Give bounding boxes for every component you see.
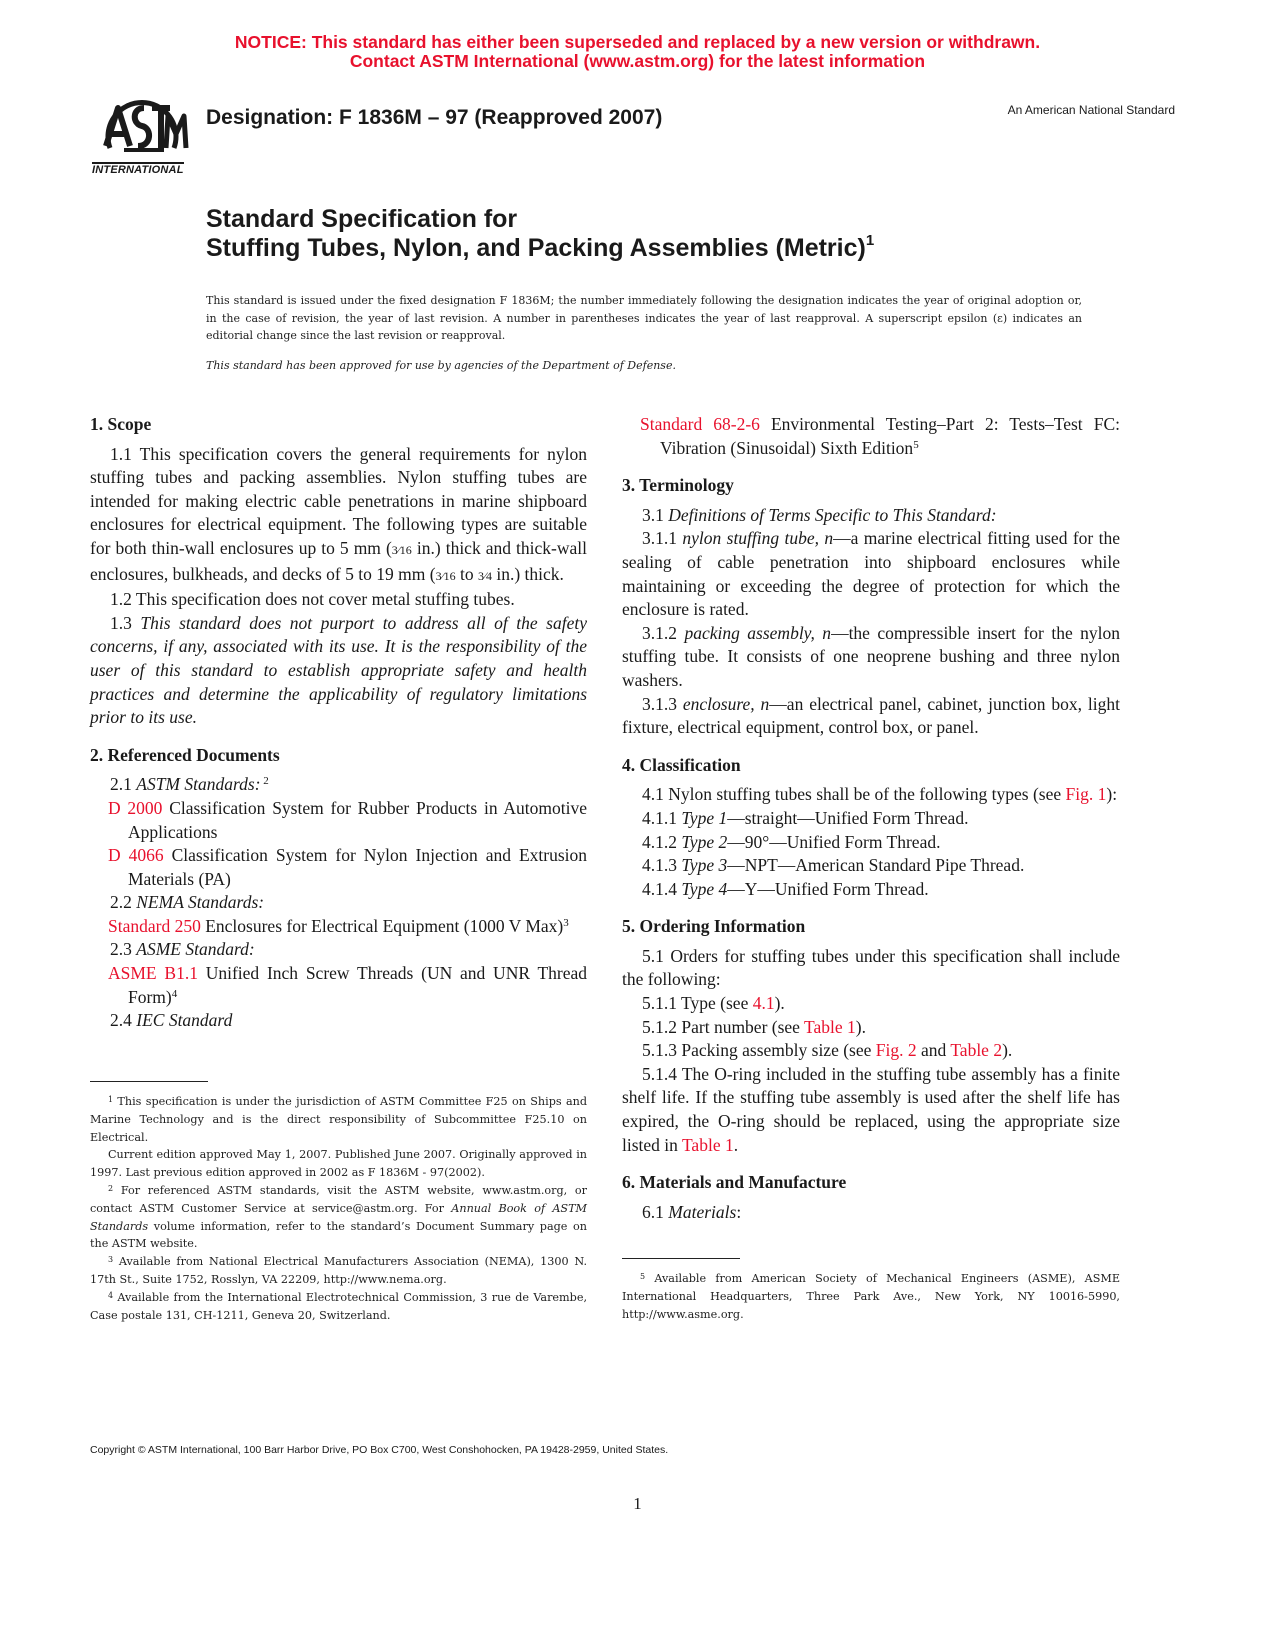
footnotes-right [622, 1270, 1120, 1323]
para-4-1-4 [622, 878, 1120, 902]
link-fig-1[interactable]: Fig. 1 [1065, 784, 1107, 805]
para-3-1-label: Definitions of Terms Specific to This Standard: [668, 504, 997, 525]
para-end: ). [855, 1016, 866, 1037]
section-3-heading: 3. Terminology [622, 475, 734, 496]
para-1-3-text: This standard does not purport to address all of the safety concerns, if any, associated with its use. It is the responsibility of the user of this standard to establish appropriate safety and health practices and determine the applicability of regulatory limitations prior to its use. [90, 612, 588, 728]
para-1-3 [90, 612, 587, 730]
footnote-1 [90, 1093, 587, 1146]
para-conjunction: and [916, 1040, 951, 1061]
ref-iec-68-2-6 [622, 413, 1120, 460]
para-4-1-3 [622, 854, 1120, 878]
part-of-speech: , n [810, 622, 832, 643]
para-5-1: 5.1 Orders for stuffing tubes under this specification shall include the following: [622, 945, 1120, 990]
type-description: —NPT—American Standard Pipe Thread. [727, 855, 1025, 876]
footnotes-left [90, 1093, 587, 1324]
para-2-4 [90, 1009, 587, 1033]
ref-d2000-text: Classification System for Rubber Products in Automotive Applications [128, 797, 587, 842]
para-2-3 [90, 938, 587, 962]
para-end: . [733, 1134, 739, 1155]
title-main: Stuffing Tubes, Nylon, and Packing Assemblies (Metric) [206, 234, 866, 262]
link-table-2[interactable]: Table 2 [950, 1040, 1003, 1061]
footnote-3 [90, 1253, 587, 1289]
copyright: Copyright © ASTM International, 100 Barr Harbor Drive, PO Box C700, West Conshohocken, PA 19428-2959, United States. [90, 1444, 669, 1456]
notice-line-2: Contact ASTM International (www.astm.org) for the latest information [349, 51, 926, 71]
para-1-2: 1.2 This specification does not cover metal stuffing tubes. [110, 589, 515, 610]
footnote-5-text: Available from American Society of Mechanical Engineers (ASME), ASME International Headquarters, Three Park Ave., New York, NY 10016-5990, http://www.asme.org. [622, 1272, 1120, 1321]
para-4-1-1 [622, 807, 1120, 831]
type-description: —straight—Unified Form Thread. [727, 807, 969, 828]
fraction: 3⁄4 [477, 568, 492, 583]
para-6-1-label: Materials [668, 1201, 737, 1222]
link-table-1[interactable]: Table 1 [681, 1134, 734, 1155]
footnote-rule-left [90, 1081, 208, 1082]
link-standard-250[interactable]: Standard 250 [108, 915, 201, 936]
para-end: ). [1002, 1040, 1013, 1061]
para-number: 4.1.1 [642, 807, 682, 828]
para-number: 4.1.2 [642, 831, 682, 852]
para-5-1-2-text: 5.1.2 Part number (see [642, 1016, 805, 1037]
para-2-4-number: 2.4 [110, 1010, 137, 1031]
logo-international-text: INTERNATIONAL [92, 164, 184, 176]
link-iec-68-2-6[interactable]: Standard 68-2-6 [640, 414, 760, 434]
para-5-1-3 [622, 1039, 1120, 1063]
type-label: Type 2 [681, 831, 728, 852]
footnote-ref: 4 [171, 987, 178, 1000]
issue-statement: This standard is issued under the fixed designation F 1836M; the number immediately following the designation indicates the year of original adoption or, in the case of revision, the year of last revision. A number in parentheses indicates the year of last reapproval. A superscript epsilon (ε) indicates an editorial change since the last revision or reapproval. [206, 294, 1082, 342]
footnote-4-text: Available from the International Electrotechnical Commission, 3 rue de Varembe, Case postale 131, CH-1211, Geneva 20, Switzerland. [90, 1290, 587, 1322]
ref-nema-250-text: Enclosures for Electrical Equipment (1000 V Max) [200, 915, 564, 936]
designation: Designation: F 1836M – 97 (Reapproved 2007) [206, 106, 663, 129]
para-1-1 [90, 443, 587, 589]
footnote-3-text: Available from National Electrical Manufacturers Association (NEMA), 1300 N. 17th St., Suite 1752, Rosslyn, VA 22209, http://www.nema.org. [90, 1255, 587, 1286]
para-2-3-number: 2.3 [110, 939, 137, 960]
para-3-1-2 [622, 622, 1120, 693]
para-1-1-text-c: to [455, 563, 478, 584]
link-asme-b1-1[interactable]: ASME B1.1 [108, 963, 198, 984]
term-enclosure: enclosure [682, 693, 751, 714]
para-3-1-3 [622, 693, 1120, 740]
notice-line-1: NOTICE: This standard has either been superseded and replaced by a new version or withdrawn. [234, 32, 1041, 52]
para-3-1 [622, 504, 1120, 528]
para-5-1-4-text: 5.1.4 The O-ring included in the stuffing tube assembly has a finite shelf life. If the stuffing tube assembly is used after the shelf life has expired, the O-ring should be replaced, using the appropriate size listed in [622, 1063, 1120, 1155]
title-footnote-ref: 1 [865, 232, 875, 249]
para-4-1-end: ): [1106, 784, 1118, 805]
para-3-1-2-text: —the compressible insert for the nylon stuffing tube. It consists of one neoprene bushing and three nylon washers. [622, 622, 1121, 690]
para-4-1-2 [622, 831, 1120, 855]
footnote-1-text: This specification is under the jurisdiction of ASTM Committee F25 on Ships and Marine Technology and is the direct responsibility of Subcommittee F25.10 on Electrical. [90, 1095, 587, 1144]
ref-d4066-text: Classification System for Nylon Injection and Extrusion Materials (PA) [128, 845, 587, 889]
para-4-1-text: 4.1 Nylon stuffing tubes shall be of the following types (see [642, 784, 1066, 805]
footnote-2 [90, 1182, 587, 1253]
para-2-1 [90, 773, 587, 797]
para-3-1-number: 3.1 [642, 504, 669, 525]
ref-asme-text: Unified Inch Screw Threads (UN and UNR Thread Form) [128, 963, 588, 1007]
link-section-4-1[interactable]: 4.1 [752, 993, 775, 1014]
ref-d2000 [90, 797, 587, 844]
type-description: —90°—Unified Form Thread. [727, 831, 941, 852]
para-2-2 [90, 891, 587, 915]
type-description: —Y—Unified Form Thread. [727, 878, 929, 899]
part-of-speech: , n [750, 693, 770, 714]
para-1-1-text-b: in.) thick and thick-wall enclosures, bulkheads, and decks of 5 to 19 mm ( [90, 537, 587, 584]
section-4-heading: 4. Classification [622, 754, 741, 775]
link-d4066[interactable]: D 4066 [108, 845, 164, 866]
para-number: 4.1.3 [642, 855, 682, 876]
astm-logo [88, 86, 196, 182]
footnote-marker: 4 [108, 1290, 114, 1300]
footnote-marker: 1 [108, 1095, 114, 1104]
part-of-speech: , n [814, 528, 834, 549]
type-label: Type 3 [681, 855, 728, 876]
title-line-2 [206, 234, 874, 263]
footnote-ref: 3 [563, 916, 569, 929]
term-nylon-stuffing-tube: nylon stuffing tube [682, 528, 815, 549]
section-6-heading: 6. Materials and Manufacture [622, 1172, 847, 1193]
american-national-standard: An American National Standard [1007, 103, 1175, 117]
footnote-rule-right [622, 1258, 740, 1259]
footnote-2-italic: Annual Book of ASTM Standards [90, 1201, 588, 1233]
para-3-1-3-number: 3.1.3 [642, 693, 683, 714]
section-2-heading: 2. Referenced Documents [90, 744, 280, 765]
para-6-1 [622, 1201, 1120, 1225]
term-packing-assembly: packing assembly [684, 622, 811, 643]
link-fig-2[interactable]: Fig. 2 [875, 1040, 917, 1061]
footnote-5 [622, 1270, 1120, 1323]
para-3-1-1-text: —a marine electrical fitting used for the sealing of cable penetration into shipboard enclosures while maintaining or exceeding the degree of protection for which the enclosure is rated. [622, 528, 1120, 620]
footnote-4 [90, 1289, 587, 1325]
footnote-ref: 5 [913, 438, 919, 451]
para-2-1-label: ASTM Standards: [136, 774, 261, 795]
footnote-marker: 5 [640, 1272, 646, 1281]
fraction: 3⁄16 [391, 542, 412, 557]
para-1-1-text-a: 1.1 This specification covers the general requirements for nylon stuffing tubes and packing assemblies. Nylon stuffing tubes are intended for making electric cable penetrations in marine shipboard enclosures for electrical equipment. The following types are suitable for both thin-wall enclosures up to 5 mm ( [90, 443, 587, 558]
ref-d4066 [90, 844, 587, 891]
type-label: Type 1 [681, 807, 728, 828]
para-2-2-number: 2.2 [110, 892, 137, 913]
ref-iec-text: Environmental Testing–Part 2: Tests–Test FC: Vibration (Sinusoidal) Sixth Edition [660, 414, 1120, 458]
type-label: Type 4 [681, 878, 728, 899]
para-3-1-3-text: —an electrical panel, cabinet, junction box, light fixture, electrical equipment, control box, or panel. [622, 693, 1120, 738]
para-2-1-number: 2.1 [110, 774, 137, 795]
para-6-1-number: 6.1 [642, 1201, 669, 1222]
para-3-1-2-number: 3.1.2 [642, 622, 685, 643]
footnote-1-edition: Current edition approved May 1, 2007. Published June 2007. Originally approved in 1997. Last previous edition approved in 2002 as F 1836M - 97(2002). [90, 1148, 587, 1180]
para-5-1-1-text: 5.1.1 Type (see [642, 993, 753, 1014]
section-5-heading: 5. Ordering Information [622, 916, 806, 937]
footnote-ref: 2 [260, 775, 269, 788]
para-1-3-number: 1.3 [110, 612, 141, 633]
para-3-1-1-number: 3.1.1 [642, 528, 683, 549]
para-end: : [736, 1201, 742, 1222]
ref-nema-250 [90, 915, 587, 939]
footnote-marker: 2 [108, 1183, 114, 1193]
section-1-heading: 1. Scope [90, 414, 152, 434]
title-line-1: Standard Specification for [206, 205, 518, 233]
footnote-2-text-b: volume information, refer to the standard’s Document Summary page on the ASTM website. [90, 1219, 587, 1251]
para-5-1-4 [622, 1063, 1120, 1157]
para-2-3-label: ASME Standard: [136, 939, 255, 960]
footnote-2-text-a: For referenced ASTM standards, visit the ASTM website, www.astm.org, or contact ASTM Customer Service at service@astm.org. For [90, 1183, 587, 1215]
para-5-1-3-text: 5.1.3 Packing assembly size (see [642, 1040, 876, 1061]
para-end: ). [774, 993, 785, 1014]
link-table-1[interactable]: Table 1 [804, 1016, 856, 1037]
ref-asme-b1-1 [90, 962, 587, 1009]
footnote-marker: 3 [108, 1255, 114, 1265]
para-5-1-1 [622, 992, 1120, 1016]
para-number: 4.1.4 [642, 878, 682, 899]
right-column [622, 413, 1120, 1224]
para-4-1 [622, 783, 1120, 807]
link-d2000[interactable]: D 2000 [108, 797, 163, 818]
dod-statement: This standard has been approved for use by agencies of the Department of Defense. [206, 359, 676, 372]
page-number: 1 [633, 1494, 642, 1513]
para-1-1-text-d: in.) thick. [491, 563, 564, 584]
para-2-2-label: NEMA Standards: [136, 892, 265, 913]
para-3-1-1 [622, 527, 1120, 621]
fraction: 3⁄16 [435, 568, 456, 583]
left-column [90, 413, 587, 1033]
para-2-4-label: IEC Standard [136, 1010, 233, 1031]
para-5-1-2 [622, 1016, 1120, 1040]
